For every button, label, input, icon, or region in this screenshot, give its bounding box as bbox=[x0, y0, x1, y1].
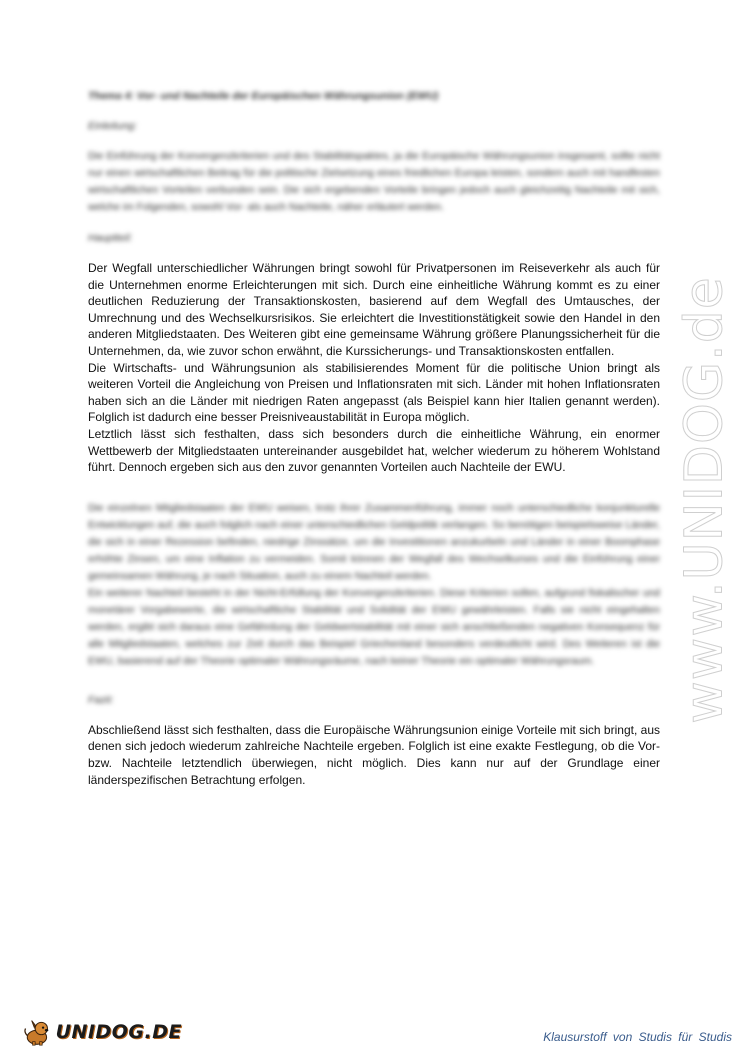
disadvantages-paragraph-2: Ein weiterer Nachteil besteht in der Nicht-Erfüllung der Konvergenzkriterien. Diese Kriterien sollen, aufgrund fiskalischer und monetärer Vorgabewerte, die wirtschaftliche Stabilität und Solidität der EWU gewährleisten. Falls sie nicht eingehalten werden, ergibt sich daraus eine Gefährdung der Geldwertstabilität mit einer sich anschließenden negativen Konsequenz für alle Mitgliedstaaten, welches zur Zeit durch das Beispiel Griechenland besonders verdeutlicht wird. Des Weiteren ist die EWU, basierend auf der Theorie optimaler Währungsräume, nach keiner Theorie ein optimaler Währungsraum. bbox=[88, 587, 660, 667]
document-body bbox=[88, 90, 660, 788]
disadvantages-paragraph-1: Die einzelnen Mitgliedstaaten der EWU weisen, trotz ihrer Zusammenführung, immer noch unterschiedliche konjunkturelle Entwicklungen auf, die auch folglich nach einer unterschiedlichen Geldpolitik verlangen. So benötigen beispielsweise Länder, die sich in einer Rezession befinden, niedrige Zinssätze, um die Investitionen anzukurbeln und Länder in einer Boomphase erhöhte Zinsen, um eine Inflation zu vermeiden. Somit können der Wegfall des Wechselkurses und die Einführung einer gemeinsamen Währung, je nach Situation, auch zu einem Nachteil werden. bbox=[88, 502, 660, 582]
watermark-text: www.UNIDOG.de bbox=[675, 276, 735, 724]
footer-tagline: Klausurstoff von Studis für Studis bbox=[543, 1030, 732, 1044]
main-paragraph-1: Der Wegfall unterschiedlicher Währungen bringt sowohl für Privatpersonen im Reiseverkehr als auch für die Unternehmen enorme Erleichterungen mit sich. Durch eine einheitliche Währung kommt es zu einer deutlichen Reduzierung der Transaktionskosten, basierend auf dem Wegfall des Umtausches, der Umrechnung und des Wechselkursrisikos. Sie erleichtert die Investitionstätigkeit sowie den Handel in den anderen Mitgliedstaaten. Des Weiteren gibt eine gemeinsame Währung größere Planungssicherheit für die Unternehmen, da, wie zuvor schon erwähnt, die Kurssicherungs- und Transaktionskosten entfallen. bbox=[88, 261, 660, 358]
conclusion-heading: Fazit: bbox=[88, 693, 114, 706]
dog-mascot-icon bbox=[22, 1016, 54, 1048]
disadvantages-section bbox=[88, 500, 660, 670]
main-section bbox=[88, 260, 660, 476]
intro-heading: Einleitung: bbox=[88, 120, 138, 132]
watermark bbox=[662, 272, 748, 728]
intro-paragraph: Die Einführung der Konvergenzkriterien und des Stabilitätspaktes, ja die Europäische Währungsunion insgesamt, sollte nicht nur einen wirtschaftlichen Beitrag für die politische Zielsetzung eines friedlichen Europa leisten, sondern auch mit handfesten wirtschaftlichen Vorteilen verbunden sein. Die sich ergebenden Vorteile bringen jedoch auch gleichzeitig Nachteile mit sich, welche im Folgenden, sowohl Vor- als auch Nachteile, näher erläutert werden. bbox=[88, 151, 660, 213]
conclusion-paragraph: Abschließend lässt sich festhalten, dass die Europäische Währungsunion einige Vorteile mit sich bringt, aus denen sich jedoch wiederum zahlreiche Nachteile ergeben. Folglich ist eine exakte Festlegung, ob die Vor- bzw. Nachteile letztendlich überwiegen, nicht möglich. Dies kann nur auf der Grundlage einer länderspezifischen Betrachtung erfolgen. bbox=[88, 722, 660, 787]
main-paragraph-3: Letztlich lässt sich festhalten, dass sich besonders durch die einheitliche Währung, ein enormer Wettbewerb der Mitgliedstaaten untereinander ausgebildet hat, welcher wiederum zu höherem Wohlstand führt. Dennoch ergeben sich aus den zuvor genannten Vorteilen auch Nachteile der EWU. bbox=[88, 426, 660, 475]
logo-text: UNIDOG.DE bbox=[55, 1021, 182, 1043]
document-title: Thema 4: Vor- und Nachteile der Europäischen Währungsunion (EWU) bbox=[88, 90, 439, 102]
unidog-logo[interactable] bbox=[22, 1016, 182, 1048]
main-heading: Hauptteil: bbox=[88, 232, 133, 244]
main-paragraph-2: Die Wirtschafts- und Währungsunion als stabilisierendes Moment für die politische Union bringt als weiteren Vorteil die Angleichung von Preisen und Inflationsraten mit sich. Länder mit hohen Inflationsraten haben sich an die Länder mit niedrigen Raten angepasst (als Beispiel kann hier Italien genannt werden). Folglich ist dadurch eine besser Preisniveaustabilität in Europa möglich. bbox=[88, 360, 660, 425]
